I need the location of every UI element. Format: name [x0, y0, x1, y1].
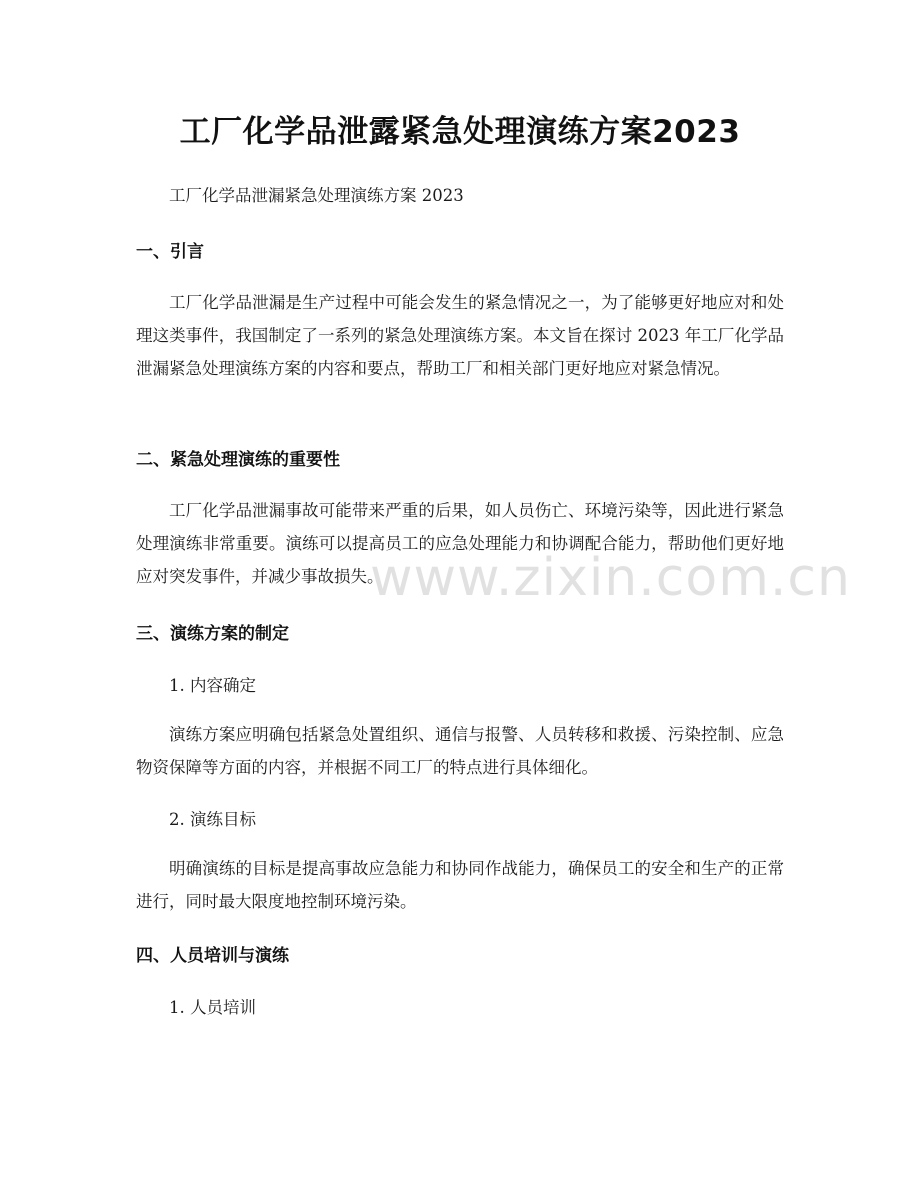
list-item-paragraph-goal: 明确演练的目标是提高事故应急能力和协同作战能力，确保员工的安全和生产的正常进行，同时最大限度地控制环境污染。	[136, 859, 784, 911]
section-paragraph-intro: 工厂化学品泄漏是生产过程中可能会发生的紧急情况之一，为了能够更好地应对和处理这类事件，我国制定了一系列的紧急处理演练方案。本文旨在探讨 2023 年工厂化学品泄漏紧急处理演练方案的内容和要点，帮助工厂和相关部门更好地应对紧急情况。	[136, 293, 784, 378]
watermark: www.zixin.com.cn	[370, 548, 851, 608]
section-heading-importance: 二、紧急处理演练的重要性	[136, 450, 340, 470]
section-heading-training: 四、人员培训与演练	[136, 946, 289, 966]
list-item-label-content: 1. 内容确定	[169, 676, 256, 695]
document-title: 工厂化学品泄露紧急处理演练方案2023	[179, 114, 741, 150]
document-subtitle: 工厂化学品泄漏紧急处理演练方案 2023	[169, 186, 464, 205]
section-paragraph-importance: 工厂化学品泄漏事故可能带来严重的后果，如人员伤亡、环境污染等，因此进行紧急处理演练非常重要。演练可以提高员工的应急处理能力和协调配合能力，帮助他们更好地应对突发事件，并减少事故损失。	[136, 501, 784, 586]
section-heading-plan: 三、演练方案的制定	[136, 624, 289, 644]
section-heading-intro: 一、引言	[136, 242, 204, 262]
list-item-label-goal: 2. 演练目标	[169, 810, 256, 829]
list-item-label-training: 1. 人员培训	[169, 998, 256, 1017]
list-item-paragraph-content: 演练方案应明确包括紧急处置组织、通信与报警、人员转移和救援、污染控制、应急物资保障等方面的内容，并根据不同工厂的特点进行具体细化。	[136, 725, 784, 777]
